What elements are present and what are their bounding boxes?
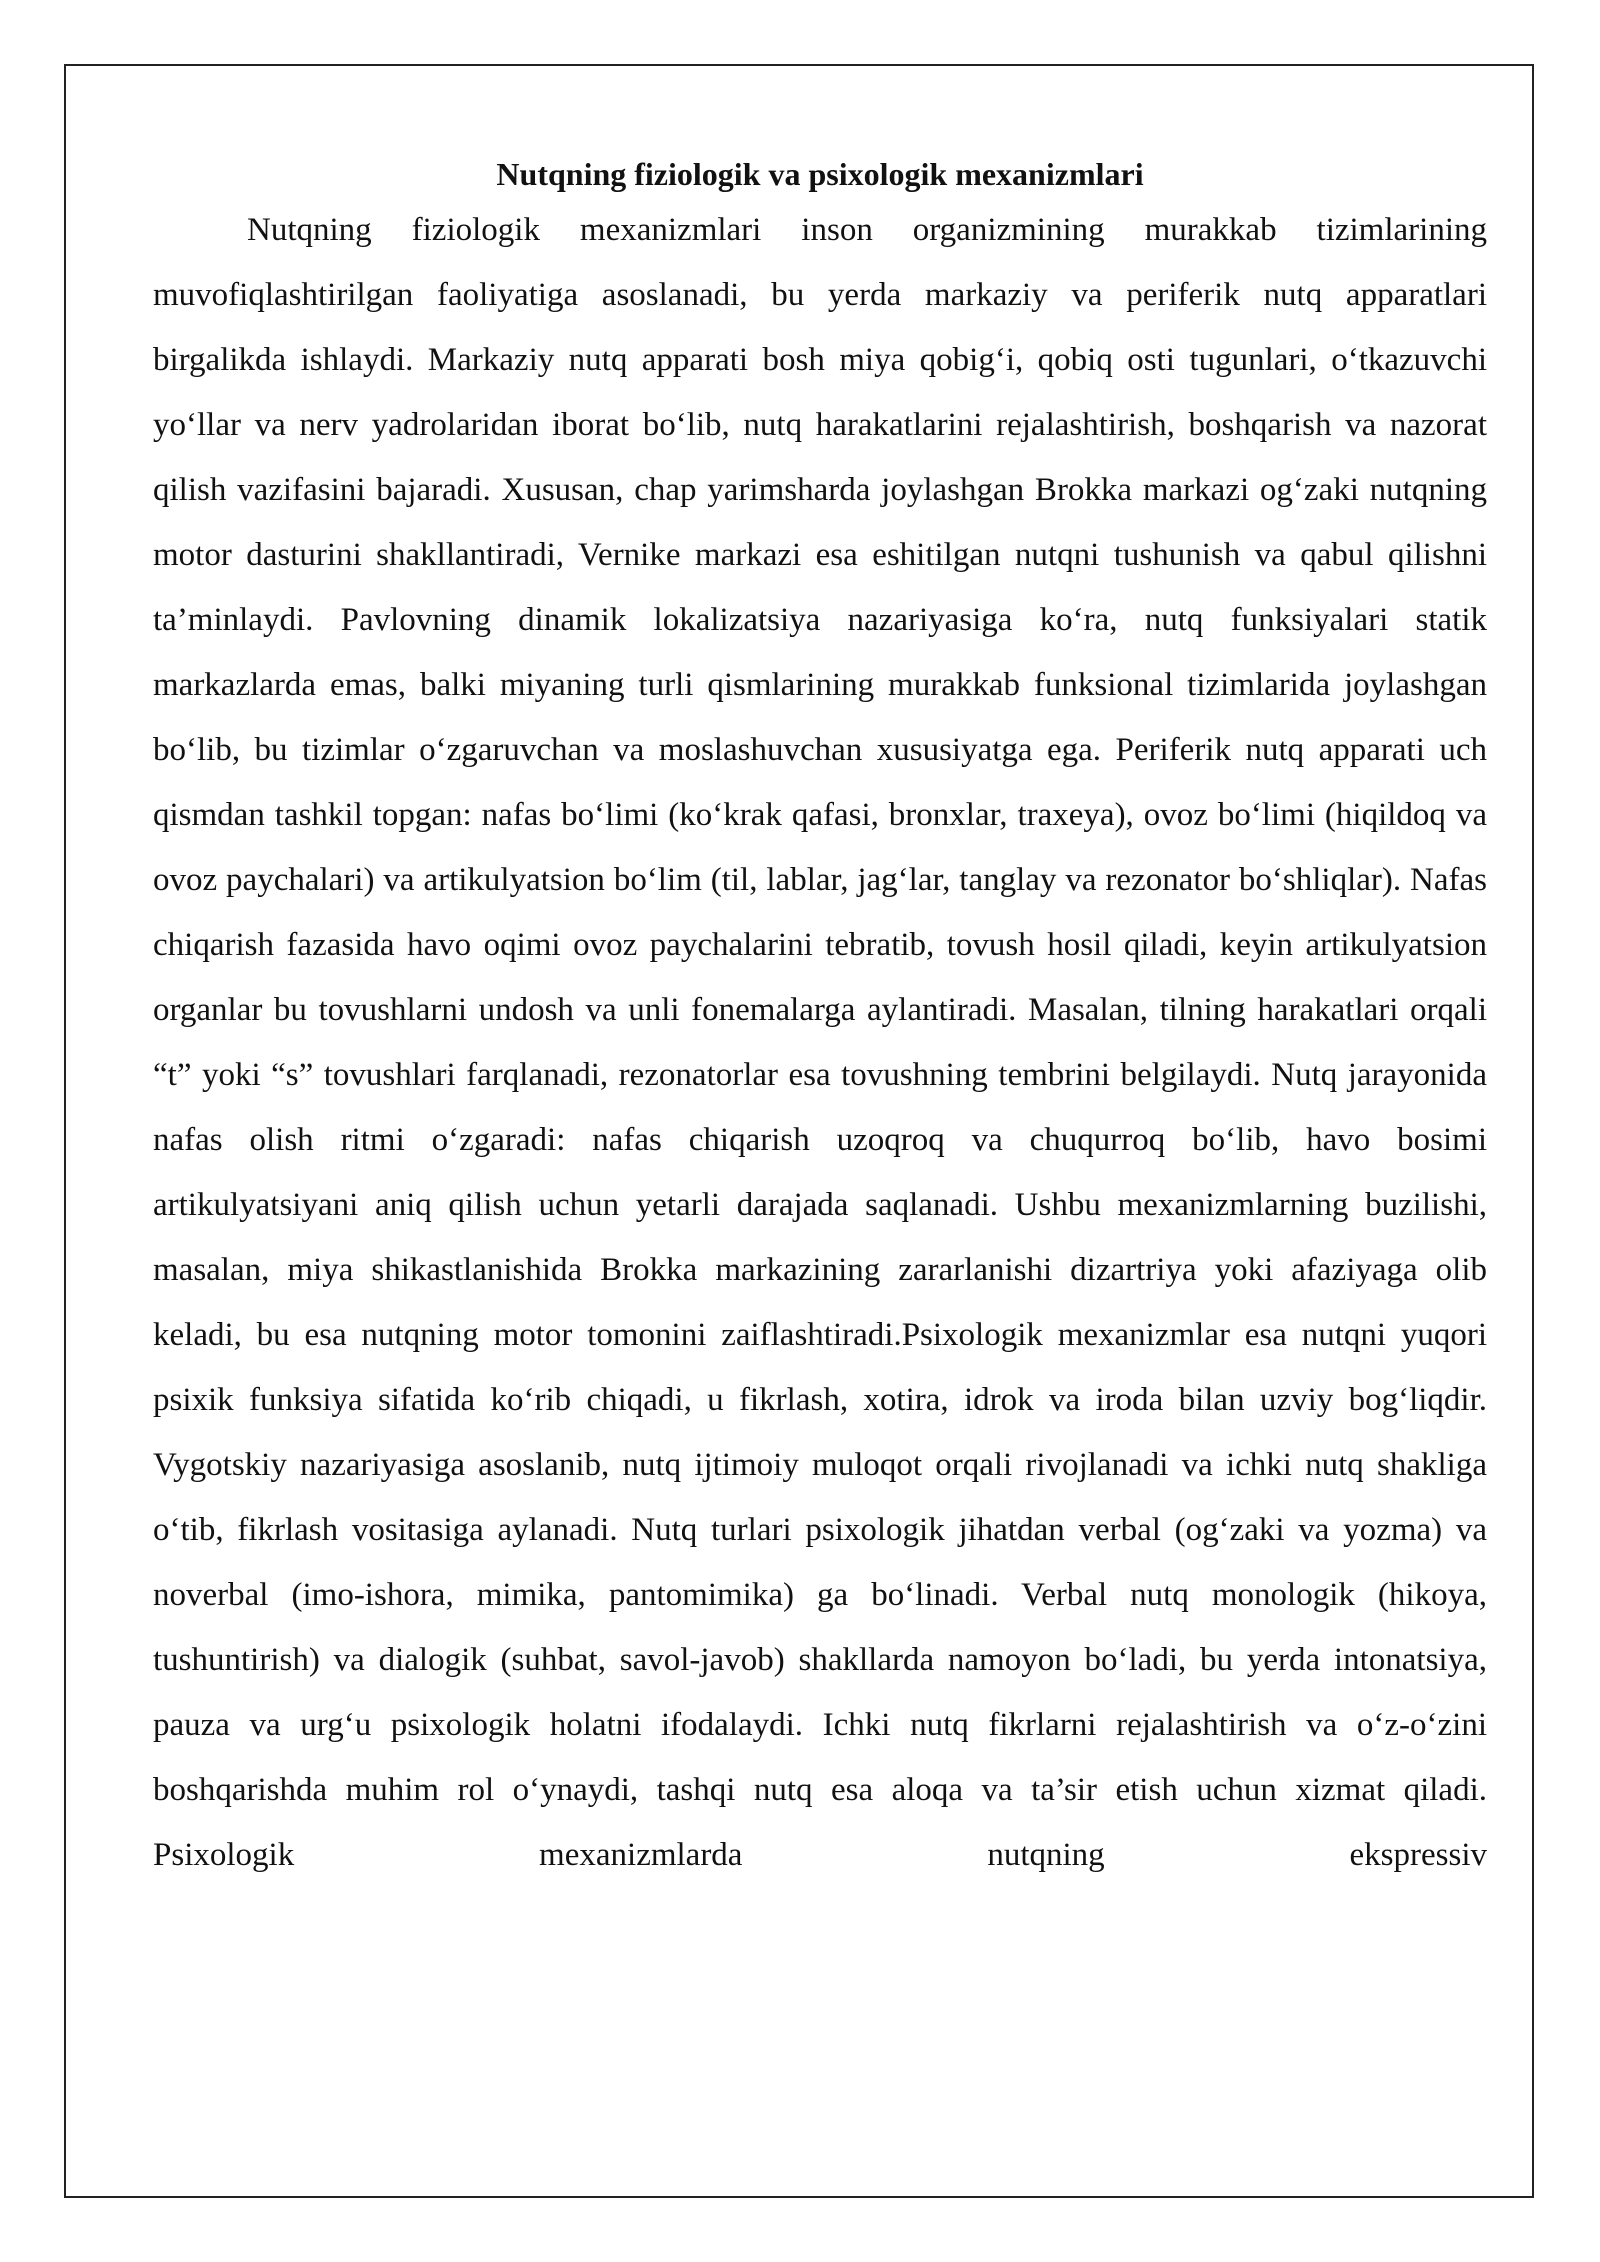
document-body-paragraph: Nutqning fiziologik mexanizmlari inson organizmining murakkab tizimlarining muvofiqlashtirilgan faoliyatiga asoslanadi, bu yerda markaziy va periferik nutq apparatlari birgalikda ishlaydi. Markaziy nutq apparati bosh miya qobig‘i, qobiq osti tugunlari, o‘tkazuvchi yo‘llar va nerv yadrolaridan iborat bo‘lib, nutq harakatlarini rejalashtirish, boshqarish va nazorat qilish vazifasini bajaradi. Xususan, chap yarimsharda joylashgan Brokka markazi og‘zaki nutqning motor dasturini shakllantiradi, Vernike markazi esa eshitilgan nutqni tushunish va qabul qilishni ta’minlaydi. Pavlovning dinamik lokalizatsiya nazariyasiga ko‘ra, nutq funksiyalari statik markazlarda emas, balki miyaning turli qismlarining murakkab funksional tizimlarida joylashgan bo‘lib, bu tizimlar o‘zgaruvchan va moslashuvchan xususiyatga ega. Periferik nutq apparati uch qismdan tashkil topgan: nafas bo‘limi (ko‘krak qafasi, bronxlar, traxeya), ovoz bo‘limi (hiqildoq va ovoz paychalari) va artikulyatsion bo‘lim (til, lablar, jag‘lar, tanglay va rezonator bo‘shliqlar). Nafas chiqarish fazasida havo oqimi ovoz paychalarini tebratib, tovush hosil qiladi, keyin artikulyatsion organlar bu tovushlarni undosh va unli fonemalarga aylantiradi. Masalan, tilning harakatlari orqali “t” yoki “s” tovushlari farqlanadi, rezonatorlar esa tovushning tembrini belgilaydi. Nutq jarayonida nafas olish ritmi o‘zgaradi: nafas chiqarish uzoqroq va chuqurroq bo‘lib, havo bosimi artikulyatsiyani aniq qilish uchun yetarli darajada saqlanadi. Ushbu mexanizmlarning buzilishi, masalan, miya shikastlanishida Brokka markazining zararlanishi dizartriya yoki afaziyaga olib keladi, bu esa nutqning motor tomonini zaiflashtiradi.Psixologik mexanizmlar esa nutqni yuqori psixik funksiya sifatida ko‘rib chiqadi, u fikrlash, xotira, idrok va iroda bilan uzviy bog‘liqdir. Vygotskiy nazariyasiga asoslanib, nutq ijtimoiy muloqot orqali rivojlanadi va ichki nutq shakliga o‘tib, fikrlash vositasiga aylanadi. Nutq turlari psixologik jihatdan verbal (og‘zaki va yozma) va noverbal (imo-ishora, mimika, pantomimika) ga bo‘linadi. Verbal nutq monologik (hikoya, tushuntirish) va dialogik (suhbat, savol-javob) shakllarda namoyon bo‘ladi, bu yerda intonatsiya, pauza va urg‘u psixologik holatni ifodalaydi. Ichki nutq fikrlarni rejalashtirish va o‘z-o‘zini boshqarishda muhim rol o‘ynaydi, tashqi nutq esa aloqa va ta’sir etish uchun xizmat qiladi. Psixologik mexanizmlarda nutqning ekspressiv <box>153 212 1487 1873</box>
document-title: Nutqning fiziologik va psixologik mexanizmlari <box>496 156 1144 192</box>
document-page <box>153 150 1487 1888</box>
